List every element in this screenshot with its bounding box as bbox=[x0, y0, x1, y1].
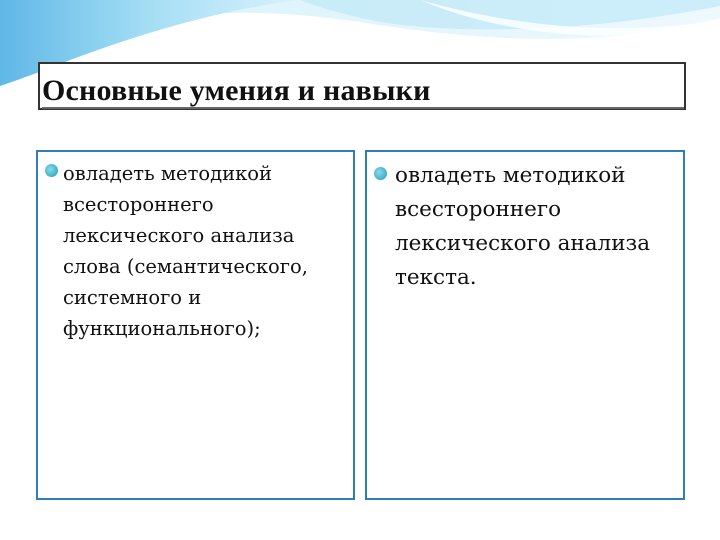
text-line: слова (семантического, bbox=[63, 255, 308, 278]
left-column-text bbox=[63, 158, 353, 344]
text-line: овладеть методикой bbox=[63, 162, 273, 185]
slide-title: Основные умения и навыки bbox=[42, 74, 431, 107]
text-line: лексического анализа bbox=[395, 231, 651, 256]
title-box bbox=[38, 62, 686, 110]
bullet-icon bbox=[45, 164, 58, 177]
text-line: текста. bbox=[395, 265, 477, 290]
right-column-box bbox=[365, 150, 685, 500]
text-line: системного и bbox=[63, 286, 202, 309]
text-line: функционального); bbox=[63, 317, 261, 340]
title-underline bbox=[42, 107, 684, 109]
text-line: всестороннего bbox=[63, 193, 214, 216]
bullet-icon bbox=[374, 167, 387, 180]
text-line: всестороннего bbox=[395, 197, 562, 222]
right-column-text bbox=[395, 159, 685, 295]
text-line: лексического анализа bbox=[63, 224, 295, 247]
text-line: овладеть методикой bbox=[395, 163, 626, 188]
left-column-box bbox=[36, 150, 355, 500]
